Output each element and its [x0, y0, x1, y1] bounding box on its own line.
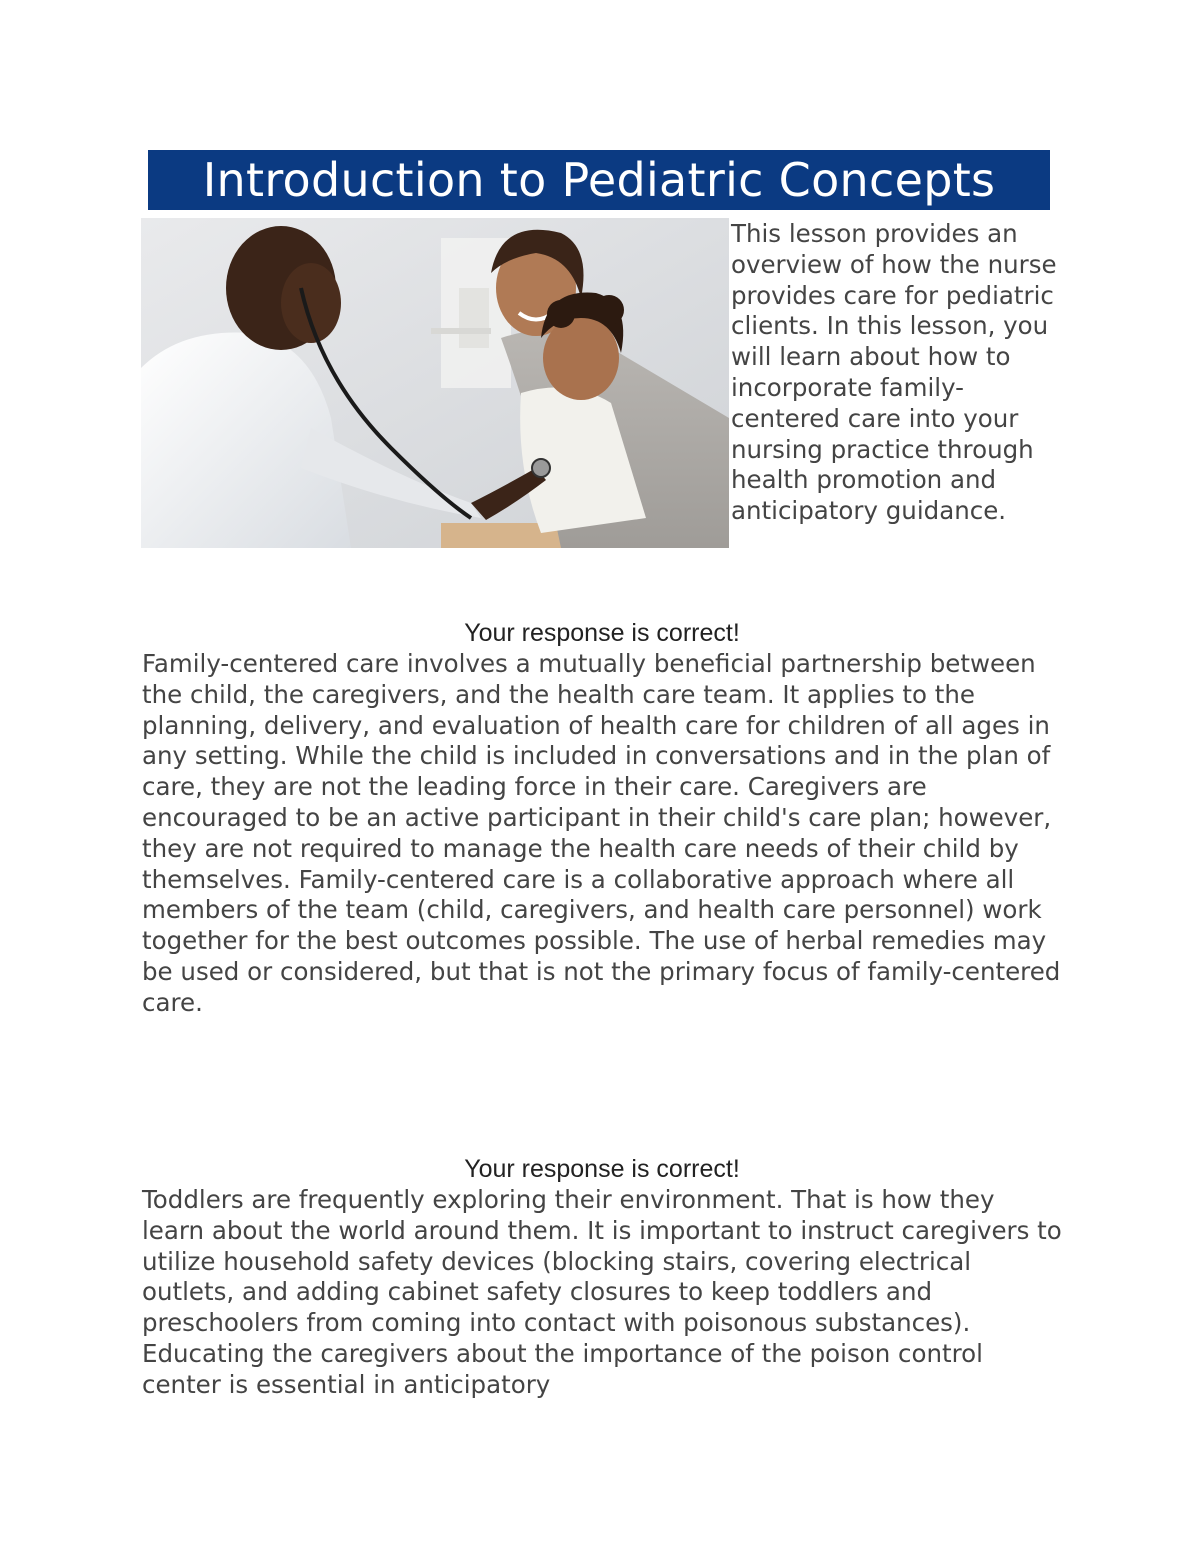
feedback-body: Family-centered care involves a mutually beneficial partnership between the child, the caregivers, and the health care team. It applies to the planning, delivery, and evaluation of health care for children of all ages in any setting. While the child is included in conversations and in the plan of care, they are not the leading force in their care. Caregivers are encouraged to be an active participant in their child's care plan; however, they are not required to manage the health care needs of their child by themselves. Family-centered care is a collaborative approach where all members of the team (child, caregivers, and health care personnel) work together for the best outcomes possible. The use of herbal remedies may be used or considered, but that is not the primary focus of family-centered care.	[142, 649, 1061, 1017]
feedback-heading: Your response is correct!	[464, 1155, 740, 1183]
feedback-section	[142, 618, 1062, 1019]
feedback-section	[142, 1154, 1062, 1401]
doctor-child-photo	[141, 218, 729, 548]
page-title: Introduction to Pediatric Concepts	[148, 150, 1050, 210]
feedback-body: Toddlers are frequently exploring their environment. That is how they learn about the world around them. It is important to instruct caregivers to utilize household safety devices (blocking stairs, covering electrical outlets, and adding cabinet safety closures to keep toddlers and preschoolers from coming into contact with poisonous substances). Educating the caregivers about the importance of the poison control center is essential in anticipatory	[142, 1185, 1062, 1399]
feedback-heading: Your response is correct!	[464, 619, 740, 647]
lesson-intro-text: This lesson provides an overview of how the nurse provides care for pediatric clients. In this lesson, you will learn about how to incorporate family-centered care into your nursing practice through health promotion and anticipatory guidance.	[731, 219, 1057, 526]
